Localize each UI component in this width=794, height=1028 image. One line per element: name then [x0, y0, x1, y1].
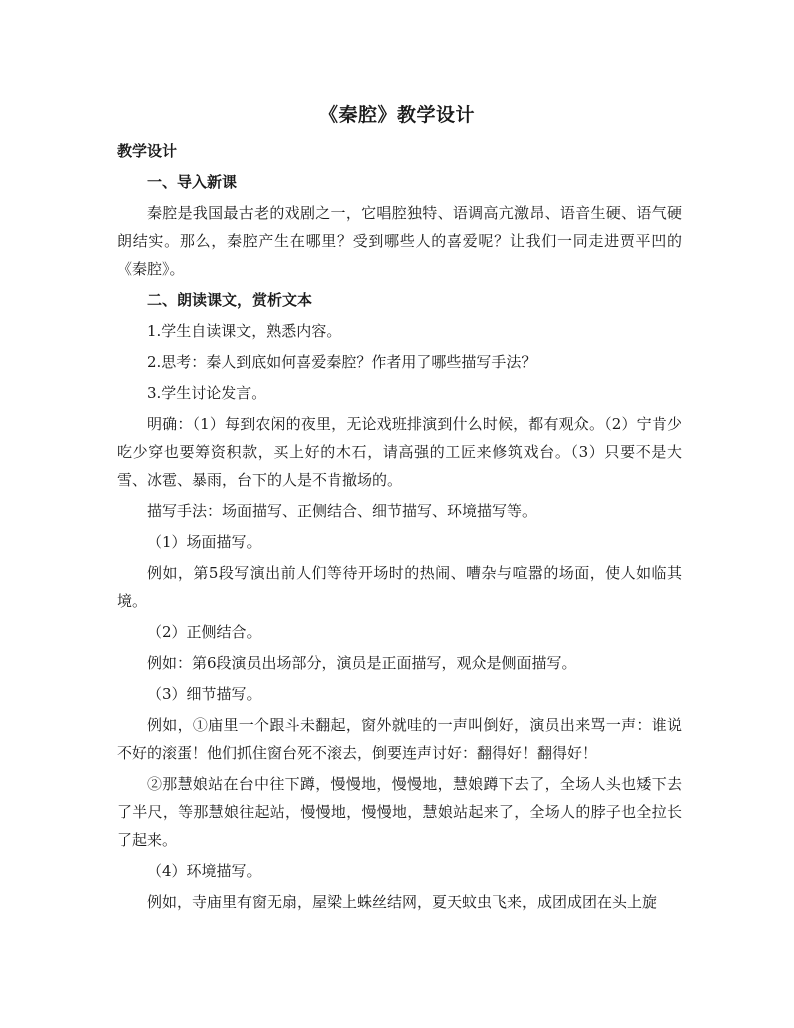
paragraph: 1.学生自读课文，熟悉内容。 [147, 322, 342, 340]
paragraph: （4）环境描写。 [147, 862, 262, 880]
paragraph: （3）细节描写。 [147, 685, 262, 703]
paragraph: ②那慧娘站在台中往下蹲，慢慢地，慢慢地，慧娘蹲下去了，全场人头也矮下去了半尺，等那慧娘往起站，慢慢地，慢慢地，慧娘站起来了，全场人的脖子也全拉长了起来。 [117, 775, 682, 849]
paragraph: 秦腔是我国最古老的戏剧之一，它唱腔独特、语调高亢激昂、语音生硬、语气硬朗结实。那么，秦腔产生在哪里？受到哪些人的喜爱呢？让我们一同走进贾平凹的《秦腔》。 [117, 204, 682, 278]
paragraph: 例如：第6段演员出场部分，演员是正面描写，观众是侧面描写。 [147, 654, 577, 672]
paragraph: （1）场面描写。 [147, 533, 262, 551]
paragraph: 例如，①庙里一个跟斗未翻起，窗外就哇的一声叫倒好，演员出来骂一声：谁说不好的滚蛋！他们抓住窗台死不滚去，倒要连声讨好：翻得好！翻得好！ [117, 716, 682, 762]
document-title: 《秦腔》教学设计 [318, 104, 475, 126]
section-heading: 教学设计 [117, 142, 178, 160]
section-heading: 二、朗读课文，赏析文本 [147, 291, 313, 309]
paragraph: 例如，第5段写演出前人们等待开场时的热闹、嘈杂与喧嚣的场面，使人如临其境。 [117, 564, 682, 610]
document-body [117, 137, 682, 916]
paragraph: 例如，寺庙里有窗无扇，屋梁上蛛丝结网，夏天蚊虫飞来，成团成团在头上旋 [147, 893, 658, 911]
section-heading: 一、导入新课 [147, 173, 238, 191]
paragraph: 描写手法：场面描写、正侧结合、细节描写、环境描写等。 [147, 502, 538, 520]
paragraph: 2.思考：秦人到底如何喜爱秦腔？作者用了哪些描写手法？ [147, 353, 537, 371]
paragraph: 3.学生讨论发言。 [147, 384, 267, 402]
paragraph: （2）正侧结合。 [147, 623, 262, 641]
paragraph: 明确：（1）每到农闲的夜里，无论戏班排演到什么时候，都有观众。（2）宁肯少吃少穿也要筹资积款，买上好的木石，请高强的工匠来修筑戏台。（3）只要不是大雪、冰雹、暴雨，台下的人是不肯撤场的。 [117, 415, 682, 489]
